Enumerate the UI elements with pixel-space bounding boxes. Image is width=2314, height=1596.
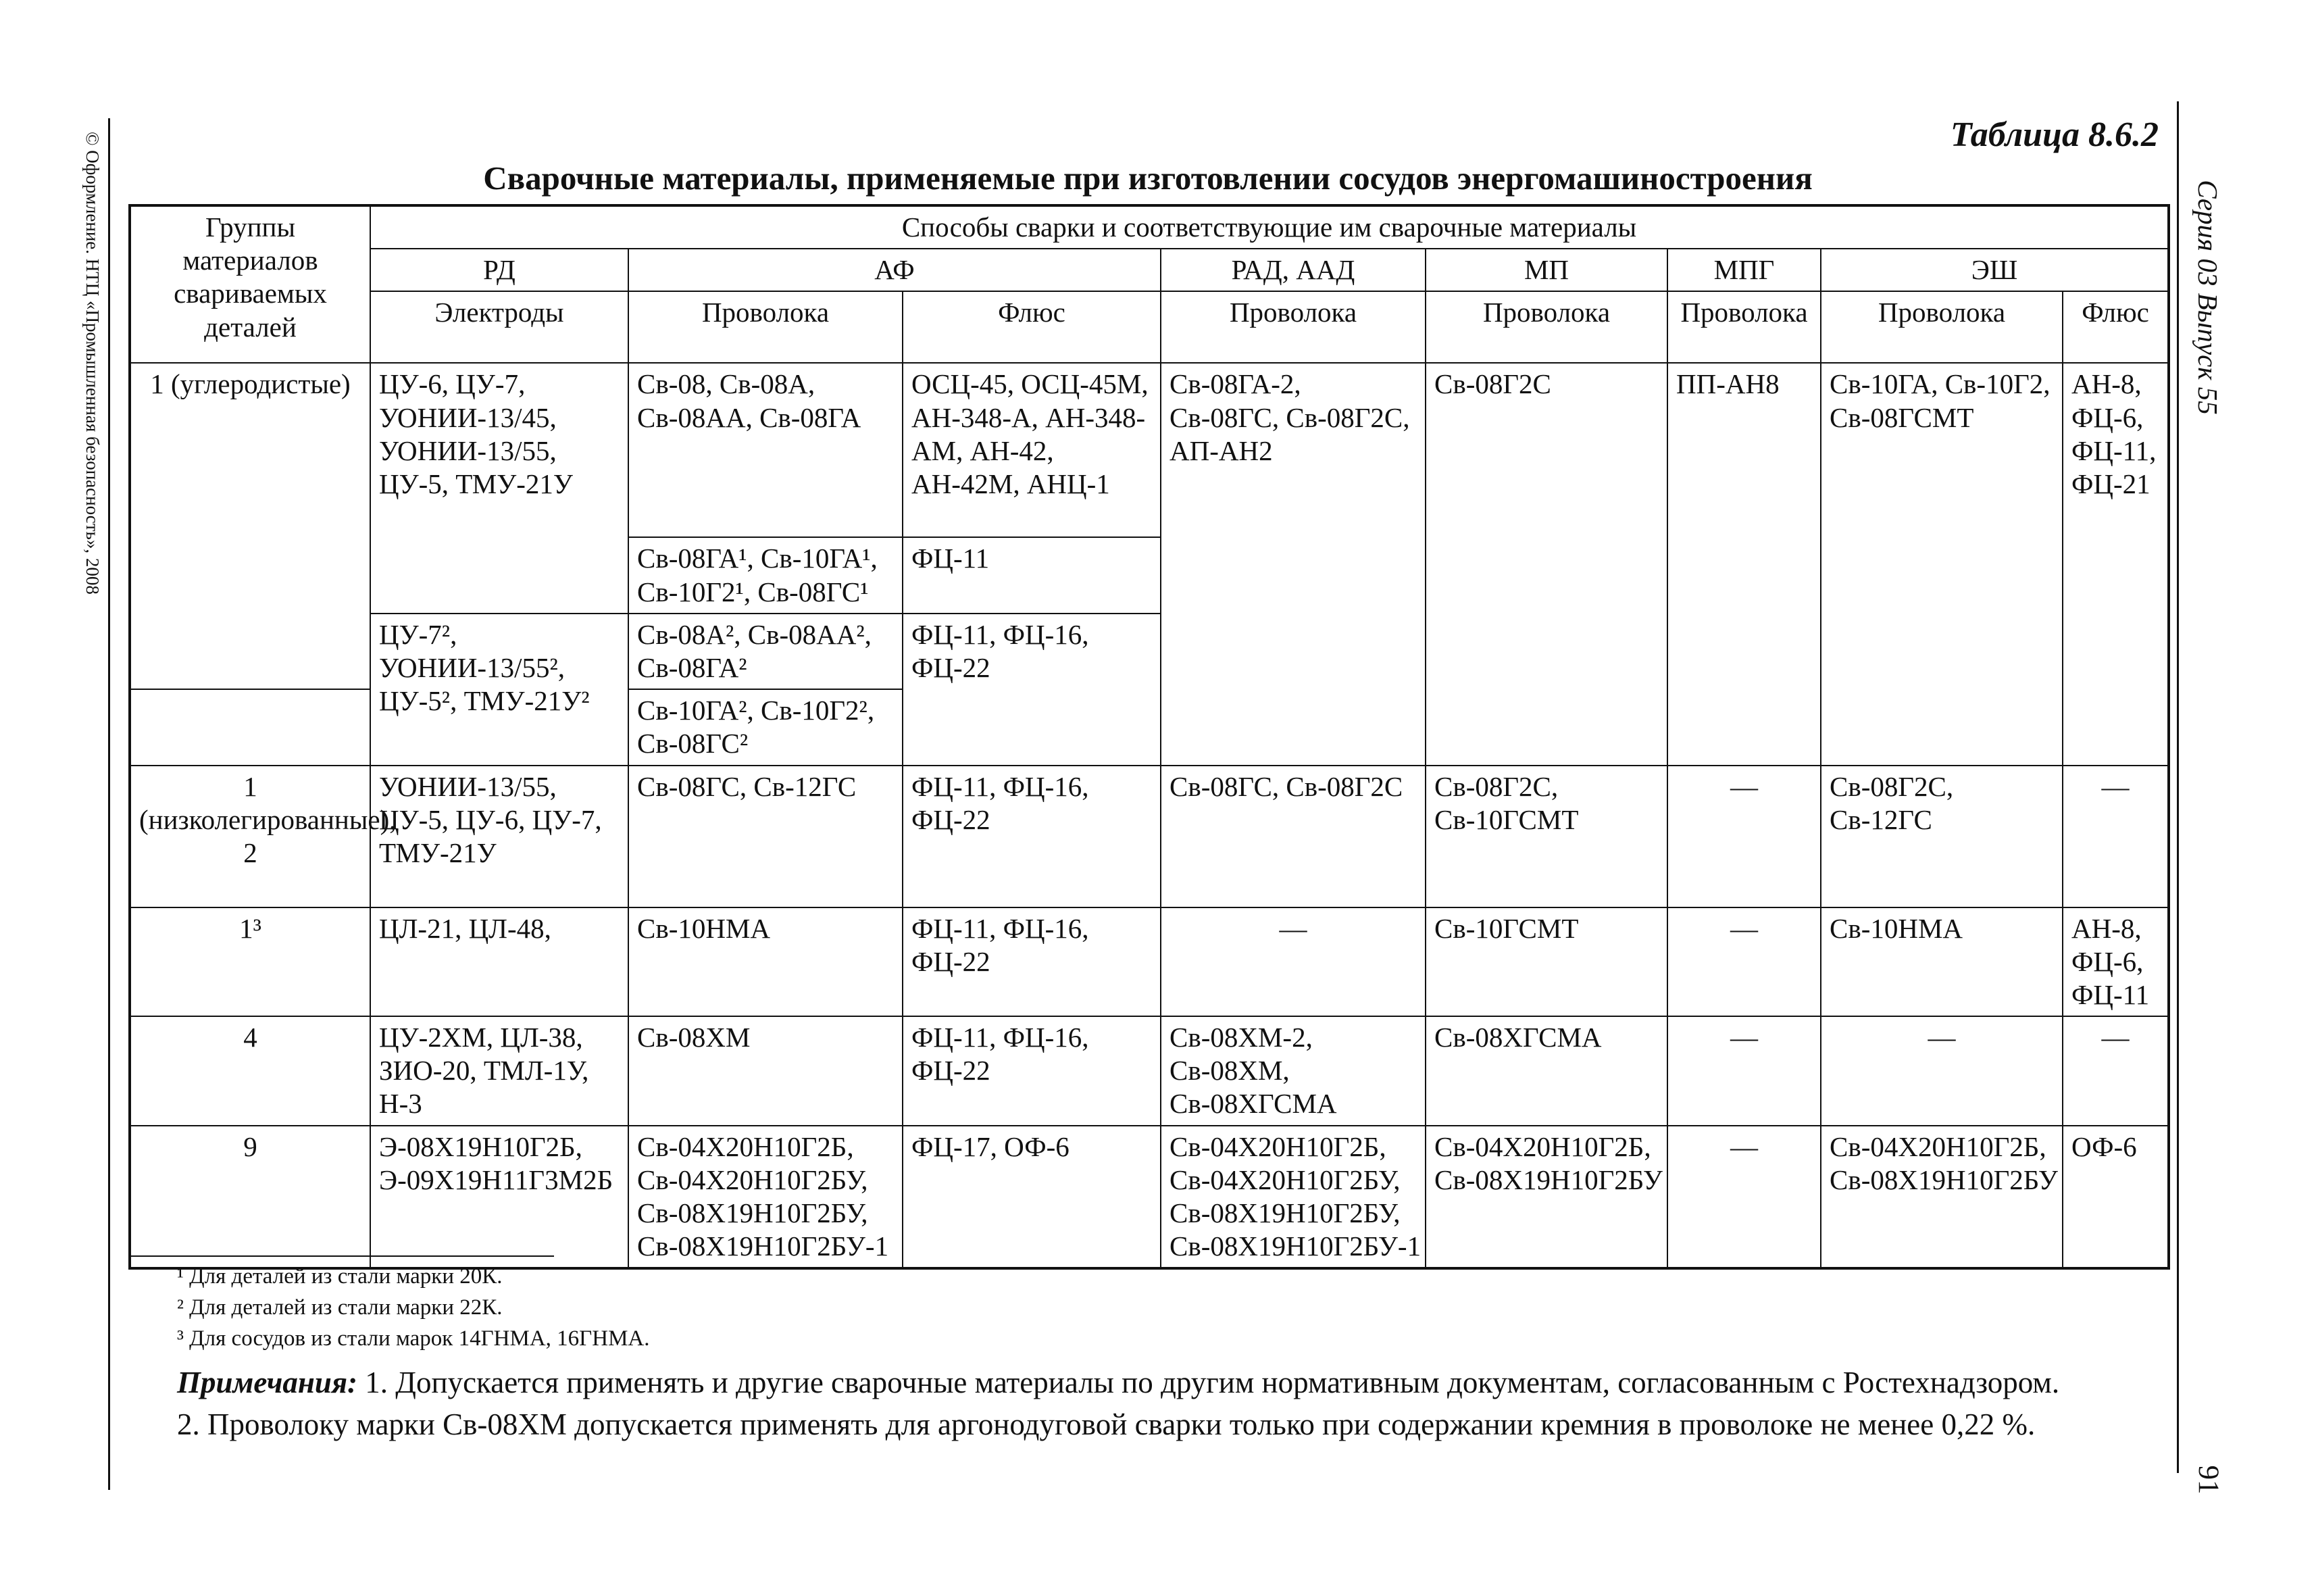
cell-af-wire: Св-08, Св-08А, Св-08АА, Св-08ГА — [628, 363, 903, 537]
cell-af-flux: ФЦ-11 — [903, 537, 1161, 613]
cell-af-wire: Св-08А², Св-08АА², Св-08ГА² — [628, 614, 903, 689]
cell-mpg: — — [1667, 1016, 1821, 1126]
header-esh: ЭШ — [1821, 249, 2169, 291]
cell-rd: ЦУ-2ХМ, ЦЛ-38, ЗИО-20, ТМЛ-1У, Н-3 — [370, 1016, 628, 1126]
table-label: Таблица 8.6.2 — [1950, 116, 2159, 154]
cell-esh-wire: Св-08Г2С, Св-12ГС — [1821, 766, 2063, 907]
cell-mpg: — — [1667, 766, 1821, 907]
cell-esh-flux: ОФ-6 — [2063, 1126, 2169, 1269]
header-esh-wire: Проволока — [1821, 291, 2063, 363]
cell-group: 4 — [130, 1016, 370, 1126]
cell-af-flux: ФЦ-11, ФЦ-16, ФЦ-22 — [903, 614, 1161, 766]
left-margin — [76, 118, 103, 1368]
right-margin — [2188, 101, 2228, 1520]
cell-af-wire: Св-08ГС, Св-12ГС — [628, 766, 903, 907]
cell-af-wire: Св-04Х20Н10Г2Б, Св-04Х20Н10Г2БУ, Св-08Х19Н10Г2БУ, Св-08Х19Н10Г2БУ-1 — [628, 1126, 903, 1269]
header-electrodes: Электроды — [370, 291, 628, 363]
right-rule — [2177, 101, 2179, 1473]
footnote-3: ³ Для сосудов из стали марок 14ГНМА, 16ГНМА. — [177, 1326, 650, 1351]
cell-mp: Св-04Х20Н10Г2Б, Св-08Х19Н10Г2БУ — [1426, 1126, 1667, 1269]
notes — [177, 1362, 2170, 1445]
cell-af-flux: ФЦ-17, ОФ-6 — [903, 1126, 1161, 1269]
cell-af-flux: ФЦ-11, ФЦ-16, ФЦ-22 — [903, 766, 1161, 907]
cell-esh-wire: — — [1821, 1016, 2063, 1126]
table-row — [130, 1016, 2169, 1126]
header-esh-flux: Флюс — [2063, 291, 2169, 363]
cell-esh-wire: Св-10ГА, Св-10Г2, Св-08ГСМТ — [1821, 363, 2063, 765]
footnote-2: ² Для деталей из стали марки 22К. — [177, 1295, 503, 1320]
table-row — [130, 766, 2169, 907]
cell-rad: Св-08ГА-2, Св-08ГС, Св-08Г2С, АП-АН2 — [1161, 363, 1426, 765]
header-mpg-wire: Проволока — [1667, 291, 1821, 363]
header-mp-wire: Проволока — [1426, 291, 1667, 363]
cell-group: 1³ — [130, 907, 370, 1017]
cell-rd: Э-08Х19Н10Г2Б, Э-09Х19Н11Г3М2Б — [370, 1126, 628, 1269]
header-rad: РАД, ААД — [1161, 249, 1426, 291]
cell-group: 1 (низколегированные), 2 — [130, 766, 370, 907]
copyright-text: © Оформление. НТЦ «Промышленная безопасность», 2008 — [82, 132, 103, 595]
footnote-rule — [128, 1255, 554, 1257]
header-row-2 — [130, 249, 2169, 291]
cell-group: 1 (углеродистые) — [130, 363, 370, 689]
cell-rd: ЦЛ-21, ЦЛ-48, — [370, 907, 628, 1017]
footnotes — [177, 1261, 650, 1354]
cell-af-flux: ФЦ-11, ФЦ-16, ФЦ-22 — [903, 907, 1161, 1017]
cell-mpg: ПП-АН8 — [1667, 363, 1821, 765]
cell-mpg: — — [1667, 1126, 1821, 1269]
cell-af-wire: Св-10ГА², Св-10Г2², Св-08ГС² — [628, 689, 903, 765]
cell-esh-flux: АН-8, ФЦ-6, ФЦ-11 — [2063, 907, 2169, 1017]
cell-esh-flux: — — [2063, 1016, 2169, 1126]
cell-af-flux: ФЦ-11, ФЦ-16, ФЦ-22 — [903, 1016, 1161, 1126]
notes-line-1 — [177, 1362, 2170, 1403]
header-af: АФ — [628, 249, 1161, 291]
notes-text-2: 2. Проволоку марки Св-08ХМ допускается применять для аргонодуговой сварки только при содержании кремния в проволоке не менее 0,22 %. — [177, 1407, 2036, 1441]
table-row — [130, 363, 2169, 537]
header-row-3 — [130, 291, 2169, 363]
cell-mpg: — — [1667, 907, 1821, 1017]
cell-mp: Св-08ХГСМА — [1426, 1016, 1667, 1126]
cell-mp: Св-08Г2С — [1426, 363, 1667, 765]
table-row — [130, 1126, 2169, 1269]
header-rd: РД — [370, 249, 628, 291]
cell-esh-wire: Св-04Х20Н10Г2Б, Св-08Х19Н10Г2БУ — [1821, 1126, 2063, 1269]
cell-rd: ЦУ-6, ЦУ-7, УОНИИ-13/45, УОНИИ-13/55, ЦУ-5, ТМУ-21У — [370, 363, 628, 613]
cell-esh-wire: Св-10НМА — [1821, 907, 2063, 1017]
cell-af-wire: Св-10НМА — [628, 907, 903, 1017]
cell-rd: УОНИИ-13/55, ЦУ-5, ЦУ-6, ЦУ-7, ТМУ-21У — [370, 766, 628, 907]
notes-text-1: 1. Допускается применять и другие сварочные материалы по другим нормативным документам, согласованным с Ростехнадзором. — [357, 1366, 2060, 1399]
cell-esh-flux: — — [2063, 766, 2169, 907]
header-groups: Группы материалов свариваемых деталей — [130, 205, 370, 363]
cell-mp: Св-08Г2С, Св-10ГСМТ — [1426, 766, 1667, 907]
cell-esh-flux: АН-8, ФЦ-6, ФЦ-11, ФЦ-21 — [2063, 363, 2169, 765]
left-rule — [108, 118, 110, 1490]
series-text: Серия 03 Выпуск 55 — [2192, 180, 2223, 415]
table-row — [130, 907, 2169, 1017]
header-row-1 — [130, 205, 2169, 249]
header-mp: МП — [1426, 249, 1667, 291]
header-mpg: МПГ — [1667, 249, 1821, 291]
cell-af-wire: Св-08ГА¹, Св-10ГА¹, Св-10Г2¹, Св-08ГС¹ — [628, 537, 903, 613]
welding-materials-table — [128, 204, 2170, 1270]
cell-rad: Св-04Х20Н10Г2Б, Св-04Х20Н10Г2БУ, Св-08Х19Н10Г2БУ, Св-08Х19Н10Г2БУ-1 — [1161, 1126, 1426, 1269]
header-methods: Способы сварки и соответствующие им сварочные материалы — [370, 205, 2169, 249]
table-title: Сварочные материалы, применяемые при изготовлении сосудов энергомашиностроения — [483, 159, 1813, 197]
cell-af-flux: ОСЦ-45, ОСЦ-45М, АН-348-А, АН-348-АМ, АН-42, АН-42М, АНЦ-1 — [903, 363, 1161, 537]
header-rad-wire: Проволока — [1161, 291, 1426, 363]
cell-group — [130, 689, 370, 765]
cell-af-wire: Св-08ХМ — [628, 1016, 903, 1126]
notes-label: Примечания: — [177, 1366, 358, 1399]
header-af-flux: Флюс — [903, 291, 1161, 363]
cell-rad: Св-08ГС, Св-08Г2С — [1161, 766, 1426, 907]
cell-rad: Св-08ХМ-2, Св-08ХМ, Св-08ХГСМА — [1161, 1016, 1426, 1126]
cell-rad: — — [1161, 907, 1426, 1017]
cell-rd: ЦУ-7², УОНИИ-13/55², ЦУ-5², ТМУ-21У² — [370, 614, 628, 766]
footnote-1: ¹ Для деталей из стали марки 20К. — [177, 1264, 503, 1289]
cell-group: 9 — [130, 1126, 370, 1269]
header-af-wire: Проволока — [628, 291, 903, 363]
cell-mp: Св-10ГСМТ — [1426, 907, 1667, 1017]
page-number: 91 — [2192, 1465, 2224, 1495]
